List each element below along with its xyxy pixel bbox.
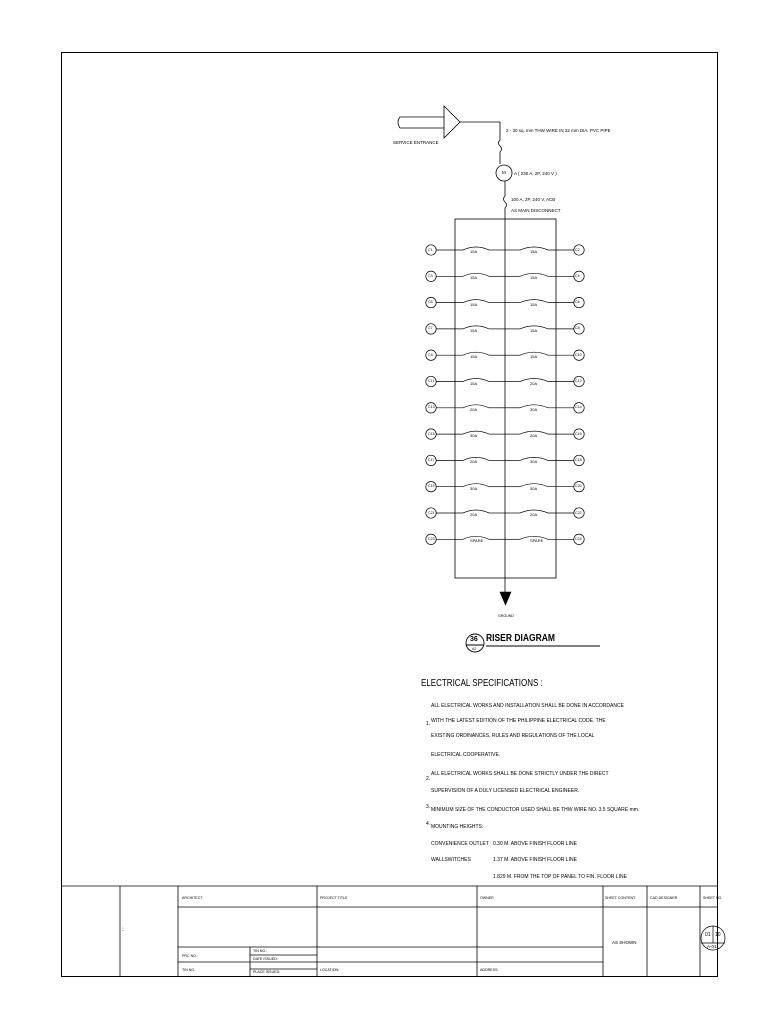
circuit-id-left: C7	[428, 326, 433, 331]
breaker-rating-left: 30A	[470, 433, 478, 439]
ground-label: GROUND	[498, 614, 514, 618]
circuit-id-left: C9	[428, 352, 433, 357]
breaker-rating-right: 30A	[530, 459, 538, 465]
meter-symbol: M	[502, 170, 506, 175]
breaker-rating-left: 15A	[470, 354, 478, 360]
feeder-line-v2	[504, 181, 507, 214]
breaker-rating-right: 30A	[530, 485, 538, 491]
circuit-id-left: C21	[428, 510, 435, 515]
breaker-rating-left: 20A	[470, 406, 478, 412]
tb-date-issued: DATE ISSUED:	[253, 957, 278, 961]
mounting-switch-label: WALLSWITCHES	[431, 857, 471, 863]
circuit-id-left: C17	[428, 457, 435, 462]
circuit-id-left: C13	[428, 405, 435, 410]
breaker-rating-right: 15A	[530, 275, 538, 281]
breaker-rating-left: 15A	[470, 327, 478, 333]
riser-diagram-title: RISER DIAGRAM	[486, 633, 555, 644]
mounting-panel-value: 1.829 M. FROM THE TOP OF PANEL TO FIN. FLOOR LINE	[493, 874, 627, 880]
tb-tin-no-2: TIN NO.	[182, 968, 196, 972]
ground-arrow	[500, 592, 511, 605]
circuit-id-right: C22	[575, 510, 582, 515]
mounting-outlet-value: 0.30 M. ABOVE FINISH FLOOR LINE	[493, 841, 577, 847]
circuit-id-right: C12	[575, 379, 582, 383]
breaker-rating-right: 20A	[530, 512, 538, 517]
main-disconnect-line2: AS MAIN DISCONNECT	[511, 208, 561, 213]
tb-sheet-no: SHEET NO.	[703, 896, 723, 900]
circuit-id-left: C5	[428, 300, 433, 305]
breaker-rating-right: 30A	[530, 406, 538, 412]
tb-sheet-code: A-01	[707, 944, 717, 949]
titleblock-mark: :	[122, 926, 125, 933]
feeder-label: 2 - 30 sq. mm THW WIRE IN 32 mm DIA. PVC PIPE	[506, 128, 611, 133]
circuit-id-right: C6	[575, 300, 580, 305]
spec-line-1: ALL ELECTRICAL WORKS AND INSTALLATION SHALL BE DONE IN ACCORDANCE	[431, 703, 624, 709]
main-disconnect-line1: 100 A, 2P, 240 V, ACB	[511, 197, 556, 202]
breaker-rating-right: 15A	[530, 301, 538, 307]
title-tag-sub: A2	[472, 647, 477, 651]
spec-line-2: WITH THE LATEST EDITION OF THE PHILIPPINE ELECTRICAL CODE. THE	[431, 718, 606, 724]
tb-prc-no: PRC NO.:	[182, 954, 198, 958]
service-entrance-label: SERVICE ENTRANCE	[393, 140, 439, 145]
specs-heading: ELECTRICAL SPECIFICATIONS :	[421, 678, 543, 689]
mounting-switch-value: 1.37 M. ABOVE FINISH FLOOR LINE	[493, 857, 577, 863]
circuit-id-right: C18	[575, 457, 582, 462]
breaker-rating-left: 30A	[470, 485, 478, 491]
spec-line-4: ELECTRICAL COOPERATIVE.	[431, 752, 501, 758]
circuit-id-right: C24	[575, 536, 582, 541]
breaker-rating-left: 15A	[470, 275, 478, 281]
spec-line-6: SUPERVISION OF A DULY LICENSED ELECTRICAL ENGINEER.	[431, 788, 580, 794]
meter-rating: A ( 230 A, 2P, 240 V )	[514, 171, 557, 176]
tb-sheet-number: 01	[705, 932, 711, 938]
circuit-id-right: C16	[575, 431, 582, 436]
feeder-line-v1	[499, 122, 502, 164]
breaker-rating-left: SPARE	[470, 538, 484, 544]
breaker-rating-left: 15A	[470, 301, 478, 307]
breaker-rating-left: 20A	[470, 512, 478, 517]
breaker-rating-left: 20A	[470, 459, 478, 465]
circuit-id-right: C8	[575, 326, 580, 331]
tb-owner: OWNER	[480, 896, 494, 900]
tb-project-title: PROJECT TITLE	[320, 896, 348, 900]
title-tag-number: 36	[470, 636, 478, 643]
breaker-rating-right: 15A	[530, 354, 538, 360]
mounting-outlet-label: CONVENIENCE OUTLET	[431, 841, 489, 847]
circuit-id-right: C14	[575, 405, 582, 410]
breaker-rating-right: SPARE	[530, 538, 544, 544]
spec-line-8: MOUNTING HEIGHTS:	[431, 824, 484, 830]
circuit-id-left: C1	[428, 247, 433, 252]
breaker-rating-left: 15A	[470, 249, 478, 254]
spec-num-3: 3.	[426, 804, 431, 810]
circuit-id-left: C15	[428, 431, 435, 436]
circuit-id-right: C4	[575, 273, 580, 278]
panelboard-box	[455, 219, 556, 578]
spec-line-5: ALL ELECTRICAL WORKS SHALL BE DONE STRICTLY UNDER THE DIRECT	[431, 771, 609, 777]
tb-tin-no: TIN NO.:	[253, 949, 268, 953]
tb-address: ADDRESS:	[480, 968, 499, 972]
tb-location: LOCATION:	[320, 968, 340, 972]
tb-sheet-total: 10	[715, 932, 721, 938]
spec-num-2: 2.	[426, 776, 431, 782]
breaker-rating-right: 20A	[530, 433, 538, 439]
breaker-rating-right: 20A	[530, 380, 538, 386]
circuit-id-right: C10	[575, 352, 582, 357]
service-wire-break	[398, 117, 400, 128]
tb-cad-designer: CAD DESIGNER	[650, 896, 678, 900]
tb-scale: AS SHOWN	[612, 940, 637, 945]
spec-num-1: 1.	[426, 721, 431, 727]
breaker-rating-right: 15A	[530, 327, 538, 333]
circuit-id-left: C23	[428, 536, 435, 541]
tb-architect: ARCHITECT	[182, 896, 203, 900]
tb-place-issued: PLACE ISSUED:	[253, 970, 281, 974]
circuit-id-left: C19	[428, 484, 435, 489]
spec-line-3: EXISTING ORDINANCES, RULES AND REGULATIONS OF THE LOCAL	[431, 733, 595, 739]
service-entrance-symbol	[444, 106, 460, 138]
circuit-id-right: C2	[575, 247, 580, 252]
breaker-rating-right: 15A	[530, 249, 538, 254]
circuit-id-left: C11	[428, 379, 435, 383]
spec-num-4: 4.	[426, 821, 431, 827]
breaker-rating-left: 15A	[470, 380, 478, 386]
circuit-id-left: C3	[428, 273, 433, 278]
tb-sheet-content: SHEET CONTENT	[605, 896, 636, 900]
circuit-id-right: C20	[575, 484, 582, 489]
spec-line-7: MINIMUM SIZE OF THE CONDUCTOR USED SHALL BE THW WIRE NO. 3.5 SQUARE mm.	[431, 807, 640, 813]
